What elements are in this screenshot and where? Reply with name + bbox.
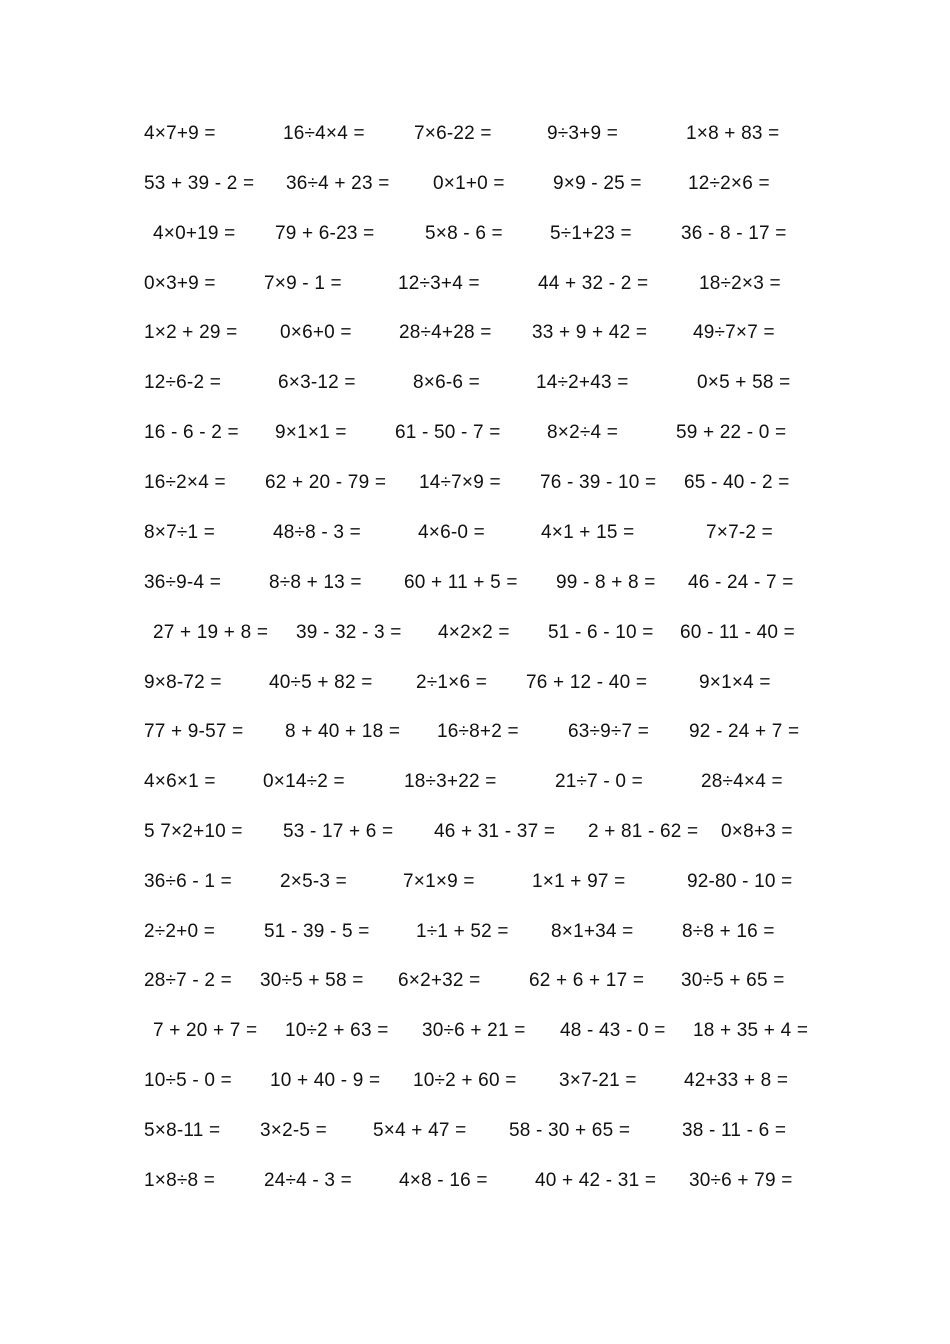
- arithmetic-problem: 10÷5 - 0 =: [144, 1070, 232, 1091]
- arithmetic-problem: 12÷2×6 =: [688, 173, 770, 194]
- arithmetic-problem: 1×1 + 97 =: [532, 871, 626, 892]
- arithmetic-problem: 53 + 39 - 2 =: [144, 173, 255, 194]
- arithmetic-problem: 7 + 20 + 7 =: [153, 1020, 258, 1041]
- arithmetic-problem: 0×1+0 =: [433, 173, 505, 194]
- arithmetic-problem: 38 - 11 - 6 =: [682, 1120, 787, 1141]
- arithmetic-problem: 12÷3+4 =: [398, 273, 480, 294]
- arithmetic-problem: 16÷2×4 =: [144, 472, 226, 493]
- arithmetic-problem: 5 7×2+10 =: [144, 821, 243, 842]
- arithmetic-problem: 2÷1×6 =: [416, 672, 487, 693]
- arithmetic-problem: 8 + 40 + 18 =: [285, 721, 401, 742]
- arithmetic-problem: 8÷8 + 13 =: [269, 572, 362, 593]
- arithmetic-problem: 9×1×1 =: [275, 422, 347, 443]
- problem-row: [0, 618, 950, 648]
- arithmetic-problem: 16 - 6 - 2 =: [144, 422, 239, 443]
- arithmetic-problem: 42+33 + 8 =: [684, 1070, 789, 1091]
- arithmetic-problem: 77 + 9-57 =: [144, 721, 244, 742]
- arithmetic-problem: 51 - 39 - 5 =: [264, 921, 370, 942]
- arithmetic-problem: 7×9 - 1 =: [264, 273, 342, 294]
- arithmetic-problem: 36÷9-4 =: [144, 572, 221, 593]
- arithmetic-problem: 18÷2×3 =: [699, 273, 781, 294]
- arithmetic-problem: 27 + 19 + 8 =: [153, 622, 269, 643]
- arithmetic-problem: 46 - 24 - 7 =: [688, 572, 794, 593]
- arithmetic-problem: 21÷7 - 0 =: [555, 771, 643, 792]
- arithmetic-problem: 4×8 - 16 =: [399, 1170, 488, 1191]
- problem-row: [0, 867, 950, 897]
- arithmetic-problem: 0×6+0 =: [280, 322, 352, 343]
- arithmetic-problem: 39 - 32 - 3 =: [296, 622, 402, 643]
- problem-row: [0, 368, 950, 398]
- arithmetic-problem: 7×7-2 =: [706, 522, 773, 543]
- arithmetic-problem: 0×14÷2 =: [263, 771, 345, 792]
- problem-row: [0, 917, 950, 947]
- arithmetic-problem: 9×8-72 =: [144, 672, 222, 693]
- problem-row: [0, 966, 950, 996]
- arithmetic-problem: 40 + 42 - 31 =: [535, 1170, 657, 1191]
- arithmetic-problem: 18 + 35 + 4 =: [693, 1020, 809, 1041]
- arithmetic-problem: 30÷6 + 21 =: [422, 1020, 526, 1041]
- arithmetic-problem: 40÷5 + 82 =: [269, 672, 373, 693]
- arithmetic-problem: 0×5 + 58 =: [697, 372, 791, 393]
- problem-row: [0, 1166, 950, 1196]
- arithmetic-problem: 10 + 40 - 9 =: [270, 1070, 381, 1091]
- arithmetic-problem: 5×8-11 =: [144, 1120, 221, 1141]
- arithmetic-problem: 3×2-5 =: [260, 1120, 327, 1141]
- arithmetic-problem: 36÷4 + 23 =: [286, 173, 390, 194]
- arithmetic-problem: 4×1 + 15 =: [541, 522, 635, 543]
- arithmetic-problem: 5×4 + 47 =: [373, 1120, 467, 1141]
- arithmetic-problem: 99 - 8 + 8 =: [556, 572, 656, 593]
- arithmetic-problem: 7×6-22 =: [414, 123, 492, 144]
- arithmetic-problem: 63÷9÷7 =: [568, 721, 650, 742]
- arithmetic-problem: 1×8 + 83 =: [686, 123, 780, 144]
- arithmetic-problem: 8÷8 + 16 =: [682, 921, 775, 942]
- arithmetic-problem: 8×7÷1 =: [144, 522, 215, 543]
- arithmetic-problem: 4×0+19 =: [153, 223, 236, 244]
- arithmetic-problem: 16÷4×4 =: [283, 123, 365, 144]
- arithmetic-problem: 28÷7 - 2 =: [144, 970, 232, 991]
- arithmetic-problem: 30÷6 + 79 =: [689, 1170, 793, 1191]
- arithmetic-problem: 5×8 - 6 =: [425, 223, 503, 244]
- problem-row: [0, 418, 950, 448]
- arithmetic-problem: 8×6-6 =: [413, 372, 480, 393]
- arithmetic-problem: 46 + 31 - 37 =: [434, 821, 556, 842]
- arithmetic-problem: 2 + 81 - 62 =: [588, 821, 699, 842]
- arithmetic-problem: 16÷8+2 =: [437, 721, 519, 742]
- problem-row: [0, 1066, 950, 1096]
- arithmetic-problem: 60 + 11 + 5 =: [404, 572, 518, 593]
- problem-row: [0, 668, 950, 698]
- arithmetic-problem: 2×5-3 =: [280, 871, 347, 892]
- arithmetic-problem: 36÷6 - 1 =: [144, 871, 232, 892]
- arithmetic-problem: 36 - 8 - 17 =: [681, 223, 787, 244]
- problem-row: [0, 318, 950, 348]
- arithmetic-problem: 5÷1+23 =: [550, 223, 632, 244]
- arithmetic-problem: 28÷4×4 =: [701, 771, 783, 792]
- arithmetic-problem: 49÷7×7 =: [693, 322, 775, 343]
- arithmetic-problem: 92 - 24 + 7 =: [689, 721, 800, 742]
- arithmetic-problem: 62 + 20 - 79 =: [265, 472, 387, 493]
- arithmetic-problem: 53 - 17 + 6 =: [283, 821, 394, 842]
- arithmetic-problem: 4×6×1 =: [144, 771, 216, 792]
- problem-row: [0, 518, 950, 548]
- arithmetic-problem: 76 - 39 - 10 =: [540, 472, 657, 493]
- problem-row: [0, 219, 950, 249]
- arithmetic-problem: 24÷4 - 3 =: [264, 1170, 352, 1191]
- arithmetic-problem: 30÷5 + 65 =: [681, 970, 785, 991]
- arithmetic-problem: 3×7-21 =: [559, 1070, 637, 1091]
- arithmetic-problem: 2÷2+0 =: [144, 921, 215, 942]
- arithmetic-problem: 9×9 - 25 =: [553, 173, 642, 194]
- arithmetic-problem: 48÷8 - 3 =: [273, 522, 361, 543]
- arithmetic-problem: 44 + 32 - 2 =: [538, 273, 649, 294]
- arithmetic-problem: 14÷2+43 =: [536, 372, 629, 393]
- arithmetic-problem: 28÷4+28 =: [399, 322, 492, 343]
- arithmetic-problem: 51 - 6 - 10 =: [548, 622, 654, 643]
- arithmetic-problem: 9×1×4 =: [699, 672, 771, 693]
- arithmetic-problem: 8×1+34 =: [551, 921, 634, 942]
- arithmetic-problem: 59 + 22 - 0 =: [676, 422, 787, 443]
- arithmetic-problem: 79 + 6-23 =: [275, 223, 375, 244]
- arithmetic-problem: 8×2÷4 =: [547, 422, 618, 443]
- arithmetic-problem: 76 + 12 - 40 =: [526, 672, 648, 693]
- arithmetic-problem: 62 + 6 + 17 =: [529, 970, 645, 991]
- problem-row: [0, 568, 950, 598]
- arithmetic-problem: 0×3+9 =: [144, 273, 216, 294]
- arithmetic-problem: 48 - 43 - 0 =: [560, 1020, 666, 1041]
- arithmetic-problem: 33 + 9 + 42 =: [532, 322, 648, 343]
- arithmetic-problem: 60 - 11 - 40 =: [680, 622, 795, 643]
- arithmetic-problem: 1÷1 + 52 =: [416, 921, 509, 942]
- arithmetic-problem: 1×2 + 29 =: [144, 322, 238, 343]
- arithmetic-problem: 6×2+32 =: [398, 970, 481, 991]
- arithmetic-problem: 6×3-12 =: [278, 372, 356, 393]
- arithmetic-problem: 12÷6-2 =: [144, 372, 221, 393]
- arithmetic-problem: 18÷3+22 =: [404, 771, 497, 792]
- problem-row: [0, 169, 950, 199]
- problem-row: [0, 468, 950, 498]
- arithmetic-problem: 61 - 50 - 7 =: [395, 422, 501, 443]
- problem-row: [0, 767, 950, 797]
- arithmetic-problem: 14÷7×9 =: [419, 472, 501, 493]
- arithmetic-problem: 10÷2 + 60 =: [413, 1070, 517, 1091]
- problem-row: [0, 1016, 950, 1046]
- arithmetic-problem: 92-80 - 10 =: [687, 871, 793, 892]
- arithmetic-problem: 58 - 30 + 65 =: [509, 1120, 631, 1141]
- arithmetic-problem: 4×6-0 =: [418, 522, 485, 543]
- arithmetic-problem: 1×8÷8 =: [144, 1170, 215, 1191]
- problem-row: [0, 817, 950, 847]
- arithmetic-problem: 30÷5 + 58 =: [260, 970, 364, 991]
- arithmetic-problem: 7×1×9 =: [403, 871, 475, 892]
- arithmetic-problem: 9÷3+9 =: [547, 123, 618, 144]
- arithmetic-problem: 0×8+3 =: [721, 821, 793, 842]
- arithmetic-problem: 4×7+9 =: [144, 123, 216, 144]
- arithmetic-problem: 4×2×2 =: [438, 622, 510, 643]
- problem-row: [0, 269, 950, 299]
- problem-row: [0, 119, 950, 149]
- problem-row: [0, 1116, 950, 1146]
- arithmetic-problem: 65 - 40 - 2 =: [684, 472, 790, 493]
- problem-row: [0, 717, 950, 747]
- arithmetic-problem: 10÷2 + 63 =: [285, 1020, 389, 1041]
